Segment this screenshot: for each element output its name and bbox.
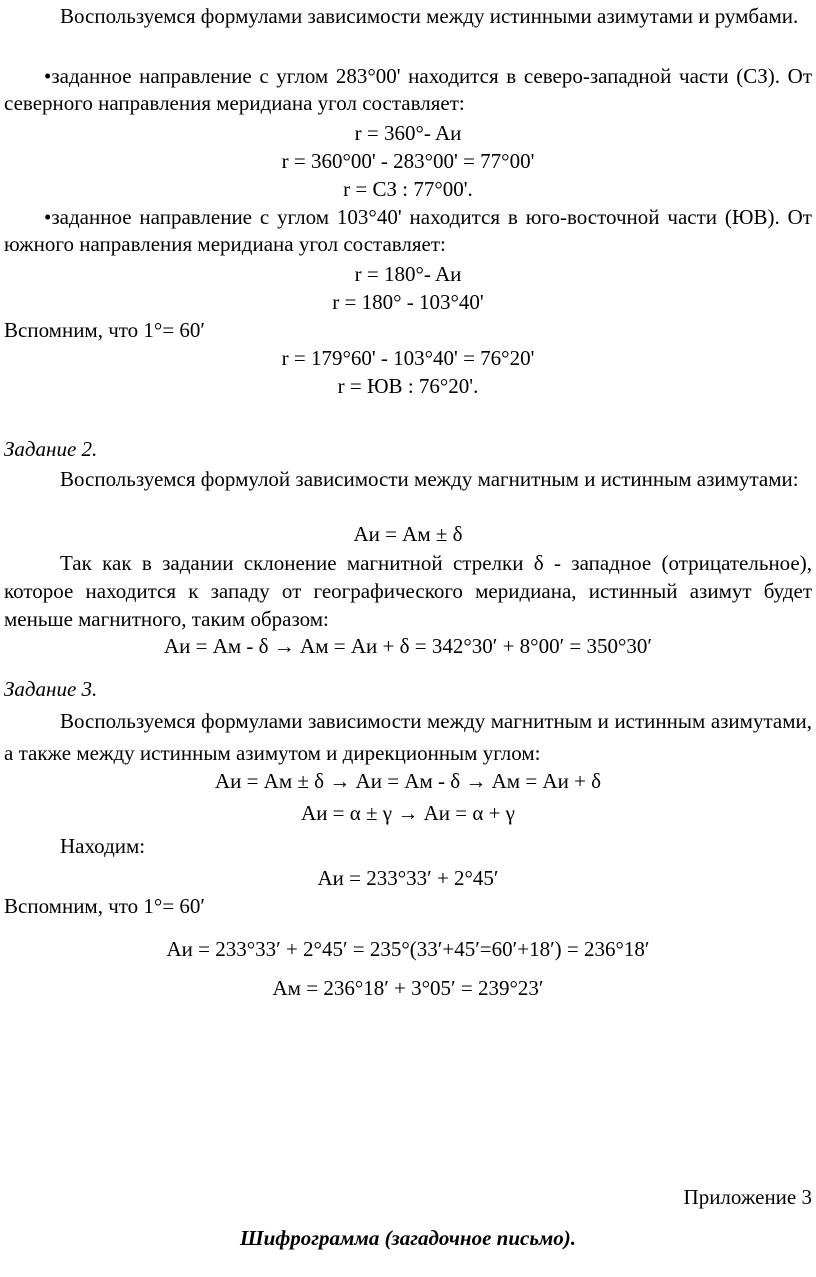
formula-r-calc-2: r = 180° - 103°40' (332, 290, 484, 314)
task-3-formula-3: Aи = 233°33′ + 2°45′ (317, 866, 499, 890)
intro-paragraph: Воспользуемся формулами зависимости между истинными азимутами и румбами. (60, 4, 799, 28)
task-2-formula-2: Aи = Aм - δ → Aм = Aи + δ = 342°30′ + 8°00′ = 350°30′ (163, 634, 653, 658)
task-3-formula-5: Aм = 236°18′ + 3°05′ = 239°23′ (272, 976, 544, 1000)
bullet-northwest: •заданное направление с углом 283°00' находится в северо-западной части (СЗ). От северного направления меридиана угол составляет: (4, 64, 812, 115)
task-2-paragraph-1: Воспользуемся формулой зависимости между магнитным и истинным азимутами: (60, 467, 799, 491)
task-2-heading: Задание 2. (4, 437, 98, 461)
task-3-formula-1: Aи = Aм ± δ → Aи = Aм - δ → Aм = Aи + δ (214, 769, 602, 793)
formula-r-360: r = 360°- Aи (354, 121, 462, 145)
formula-r-calc-1: r = 360°00' - 283°00' = 77°00' (281, 149, 535, 173)
appendix-label: Приложение 3 (683, 1185, 812, 1209)
formula-r-result-2: r = ЮВ : 76°20'. (337, 374, 479, 398)
task-3-heading: Задание 3. (4, 677, 98, 701)
task-2-formula-1: Aи = Aм ± δ (353, 522, 463, 546)
remember-note-1: Вспомним, что 1°= 60′ (4, 318, 206, 342)
task-3-paragraph-1: Воспользуемся формулами зависимости между магнитным и истинным азимутами, а также между истинным азимутом и дирекционным углом: (4, 709, 812, 765)
formula-r-180: r = 180°- Aи (354, 262, 462, 286)
task-3-find-label: Находим: (60, 834, 146, 858)
appendix-title: Шифрограмма (загадочное письмо). (239, 1226, 577, 1250)
remember-note-2: Вспомним, что 1°= 60′ (4, 894, 206, 918)
formula-r-result-1: r = СЗ : 77°00'. (343, 177, 473, 201)
formula-r-calc-3: r = 179°60' - 103°40' = 76°20' (281, 346, 535, 370)
task-2-paragraph-2: Так как в задании склонение магнитной стрелки δ - западное (отрицательное), которое находится к западу от географического меридиана, истинный азимут будет меньше магнитного, таким образом: (4, 551, 812, 631)
task-3-formula-2: Aи = α ± γ → Aи = α + γ (301, 801, 515, 825)
task-3-formula-4: Aи = 233°33′ + 2°45′ = 235°(33′+45′=60′+18′) = 236°18′ (166, 937, 650, 961)
bullet-southeast: •заданное направление с углом 103°40' находится в юго-восточной части (ЮВ). От южного направления меридиана угол составляет: (4, 205, 812, 256)
